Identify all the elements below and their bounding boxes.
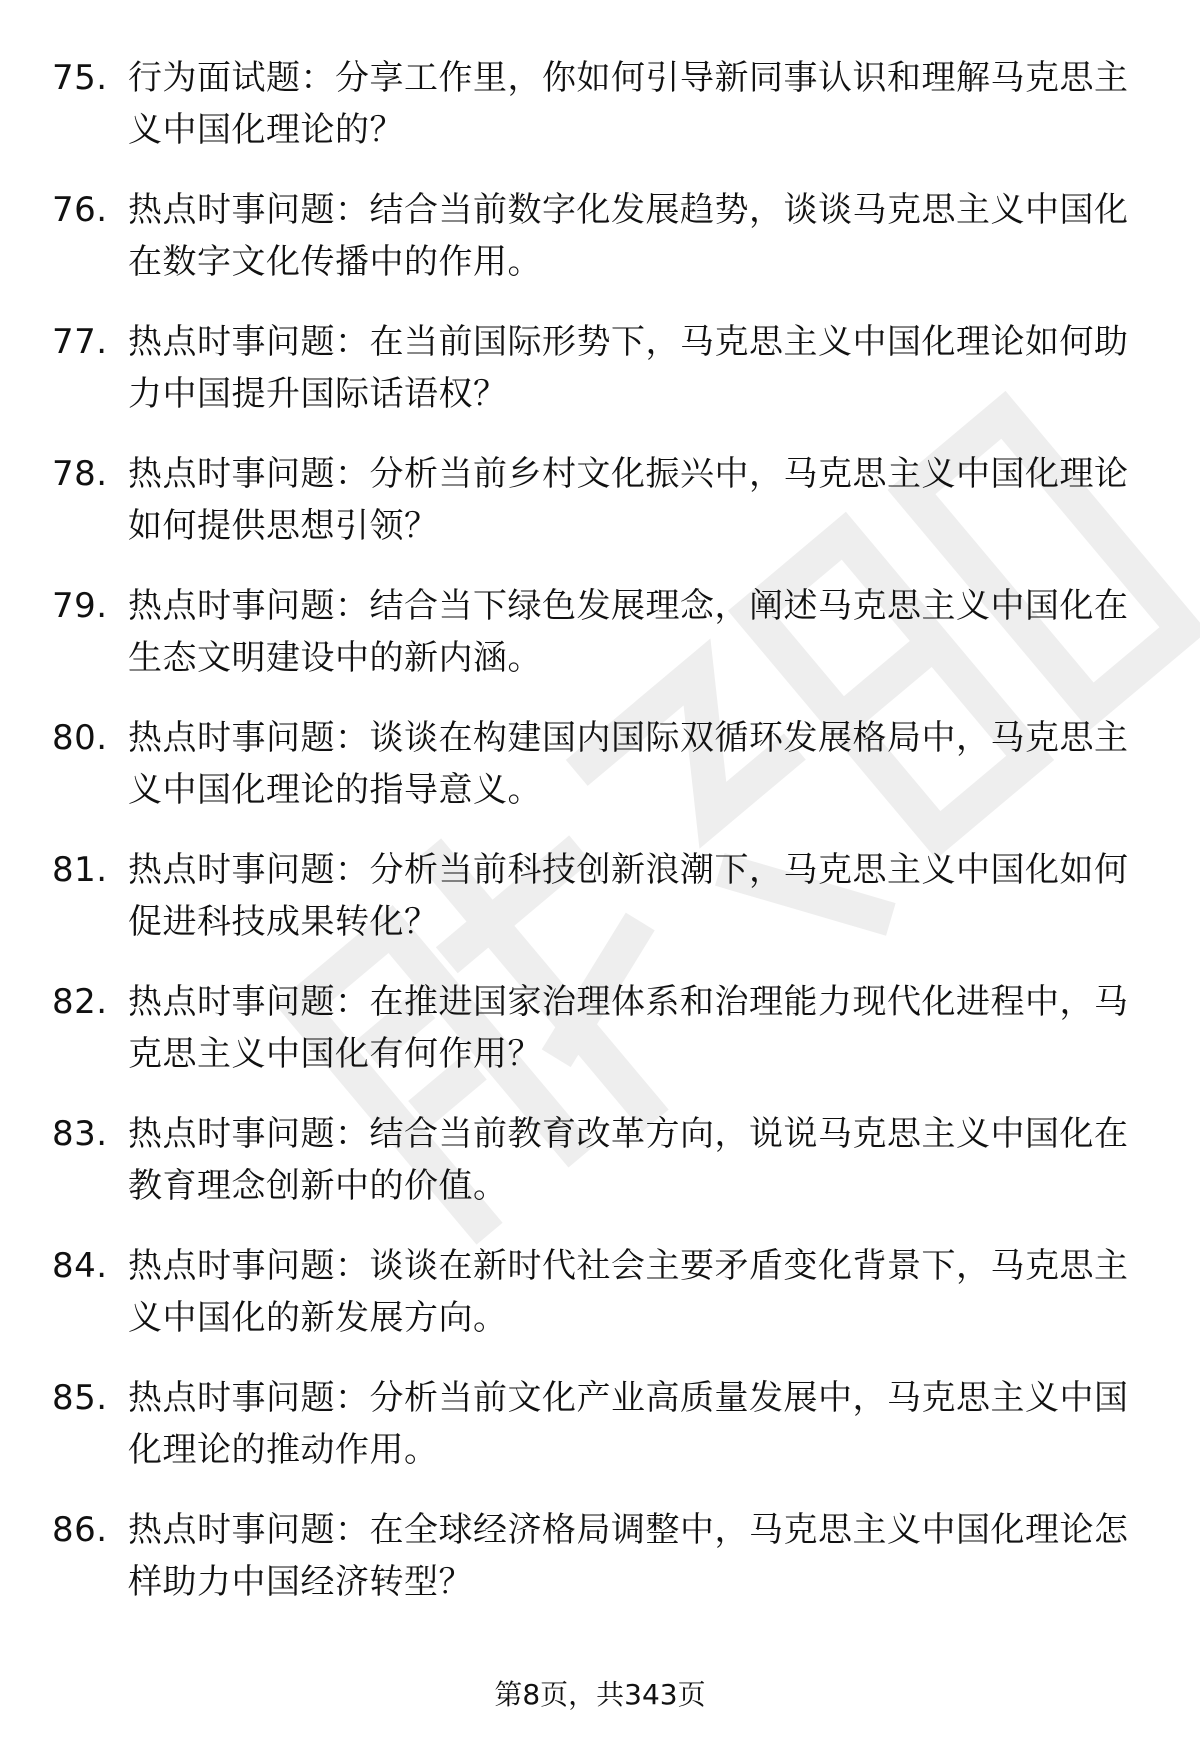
list-item	[0, 1504, 1200, 1636]
list-item	[0, 1108, 1200, 1240]
list-item	[0, 844, 1200, 976]
list-item	[0, 1240, 1200, 1372]
question-number: 85.	[52, 1378, 108, 1418]
question-text: 热点时事问题：在全球经济格局调整中，马克思主义中国化理论怎样助力中国经济转型？	[128, 1510, 1129, 1602]
list-item	[0, 52, 1200, 184]
question-text: 热点时事问题：在推进国家治理体系和治理能力现代化进程中，马克思主义中国化有何作用？	[128, 982, 1129, 1074]
question-number: 75.	[52, 58, 108, 98]
page-footer: 第8页，共343页	[494, 1678, 706, 1711]
question-text: 热点时事问题：在当前国际形势下，马克思主义中国化理论如何助力中国提升国际话语权？	[128, 322, 1129, 414]
list-item	[0, 1372, 1200, 1504]
list-item	[0, 712, 1200, 844]
list-item	[0, 184, 1200, 316]
question-number: 78.	[52, 454, 108, 494]
question-list	[0, 52, 1200, 1636]
question-number: 76.	[52, 190, 108, 230]
question-number: 83.	[52, 1114, 108, 1154]
question-text: 行为面试题：分享工作里，你如何引导新同事认识和理解马克思主义中国化理论的？	[128, 58, 1129, 150]
question-number: 82.	[52, 982, 108, 1022]
question-text: 热点时事问题：结合当前数字化发展趋势，谈谈马克思主义中国化在数字文化传播中的作用。	[128, 190, 1129, 282]
question-number: 80.	[52, 718, 108, 758]
question-number: 79.	[52, 586, 108, 626]
question-text: 热点时事问题：结合当前教育改革方向，说说马克思主义中国化在教育理念创新中的价值。	[128, 1114, 1129, 1206]
list-item	[0, 316, 1200, 448]
question-number: 77.	[52, 322, 108, 362]
question-text: 热点时事问题：分析当前文化产业高质量发展中，马克思主义中国化理论的推动作用。	[128, 1378, 1129, 1470]
question-text: 热点时事问题：谈谈在构建国内国际双循环发展格局中，马克思主义中国化理论的指导意义。	[128, 718, 1129, 810]
question-text: 热点时事问题：谈谈在新时代社会主要矛盾变化背景下，马克思主义中国化的新发展方向。	[128, 1246, 1129, 1338]
question-number: 86.	[52, 1510, 108, 1550]
question-text: 热点时事问题：结合当下绿色发展理念，阐述马克思主义中国化在生态文明建设中的新内涵。	[128, 586, 1129, 678]
question-text: 热点时事问题：分析当前乡村文化振兴中，马克思主义中国化理论如何提供思想引领？	[128, 454, 1129, 546]
question-number: 84.	[52, 1246, 108, 1286]
list-item	[0, 580, 1200, 712]
question-number: 81.	[52, 850, 108, 890]
list-item	[0, 976, 1200, 1108]
list-item	[0, 448, 1200, 580]
question-text: 热点时事问题：分析当前科技创新浪潮下，马克思主义中国化如何促进科技成果转化？	[128, 850, 1129, 942]
